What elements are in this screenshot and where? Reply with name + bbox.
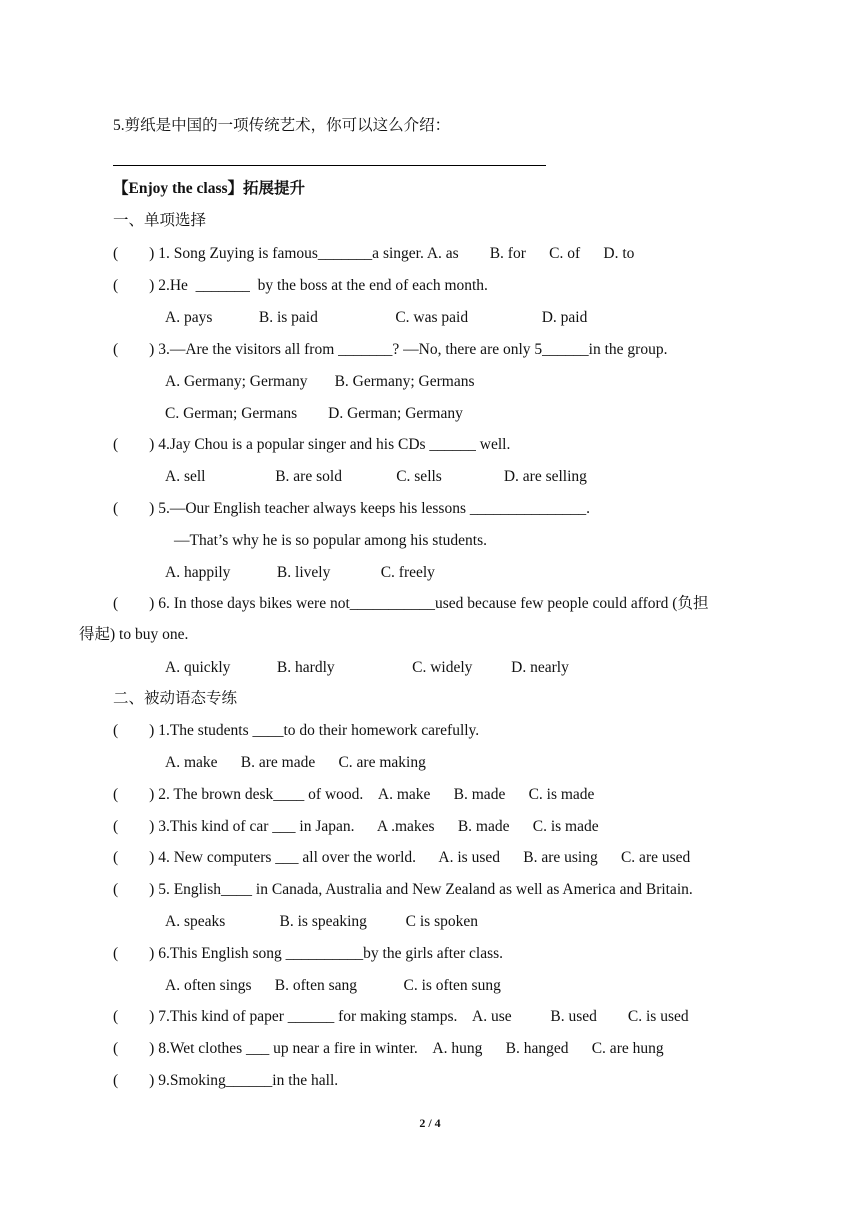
option-line: A. pays B. is paid C. was paid D. paid bbox=[165, 309, 588, 326]
part1-heading: 一、单项选择 bbox=[113, 212, 207, 229]
question-line: ( ) 8.Wet clothes ___ up near a fire in winter. A. hung B. hanged C. are hung bbox=[113, 1040, 664, 1057]
option-line: C. German; Germans D. German; Germany bbox=[165, 405, 463, 422]
intro-question: 5.剪纸是中国的一项传统艺术，你可以这么介绍： bbox=[113, 117, 451, 134]
option-line: A. often sings B. often sang C. is often sung bbox=[165, 977, 501, 994]
option-line: A. happily B. lively C. freely bbox=[165, 564, 435, 581]
answer-line bbox=[113, 165, 546, 166]
option-line: A. make B. are made C. are making bbox=[165, 754, 426, 771]
question-line: ( ) 7.This kind of paper ______ for making stamps. A. use B. used C. is used bbox=[113, 1008, 689, 1025]
question-line: ( ) 2. The brown desk____ of wood. A. make B. made C. is made bbox=[113, 786, 595, 803]
option-line: A. sell B. are sold C. sells D. are selling bbox=[165, 468, 587, 485]
section-title: 【Enjoy the class】拓展提升 bbox=[113, 180, 306, 197]
question-line: ( ) 2.He _______ by the boss at the end of each month. bbox=[113, 277, 488, 294]
page-number: 2 / 4 bbox=[419, 1116, 441, 1130]
question-line: ( ) 3.This kind of car ___ in Japan. A .makes B. made C. is made bbox=[113, 818, 599, 835]
question-line: ( ) 5. English____ in Canada, Australia and New Zealand as well as America and Britain. bbox=[113, 881, 693, 898]
question-line: ( ) 1. Song Zuying is famous_______a singer. A. as B. for C. of D. to bbox=[113, 245, 635, 262]
question-line: ( ) 3.—Are the visitors all from _______? —No, there are only 5______in the group. bbox=[113, 341, 668, 358]
question-line: ( ) 9.Smoking______in the hall. bbox=[113, 1072, 339, 1089]
part2-heading: 二、被动语态专练 bbox=[113, 690, 238, 707]
question-line: ( ) 6.This English song __________by the girls after class. bbox=[113, 945, 504, 962]
option-line: A. speaks B. is speaking C is spoken bbox=[165, 913, 479, 930]
option-line: A. quickly B. hardly C. widely D. nearly bbox=[165, 659, 569, 676]
question-line: ( ) 5.—Our English teacher always keeps his lessons _______________. bbox=[113, 500, 590, 517]
question-line: ( ) 6. In those days bikes were not___________used because few people could afford (负担 bbox=[113, 595, 709, 612]
question-continuation: —That’s why he is so popular among his students. bbox=[174, 532, 487, 549]
question-line: ( ) 1.The students ____to do their homework carefully. bbox=[113, 722, 480, 739]
question-line: ( ) 4.Jay Chou is a popular singer and his CDs ______ well. bbox=[113, 436, 511, 453]
question-line: ( ) 4. New computers ___ all over the world. A. is used B. are using C. are used bbox=[113, 849, 691, 866]
option-line: A. Germany; Germany B. Germany; Germans bbox=[165, 373, 475, 390]
question-continuation: 得起) to buy one. bbox=[79, 626, 189, 643]
